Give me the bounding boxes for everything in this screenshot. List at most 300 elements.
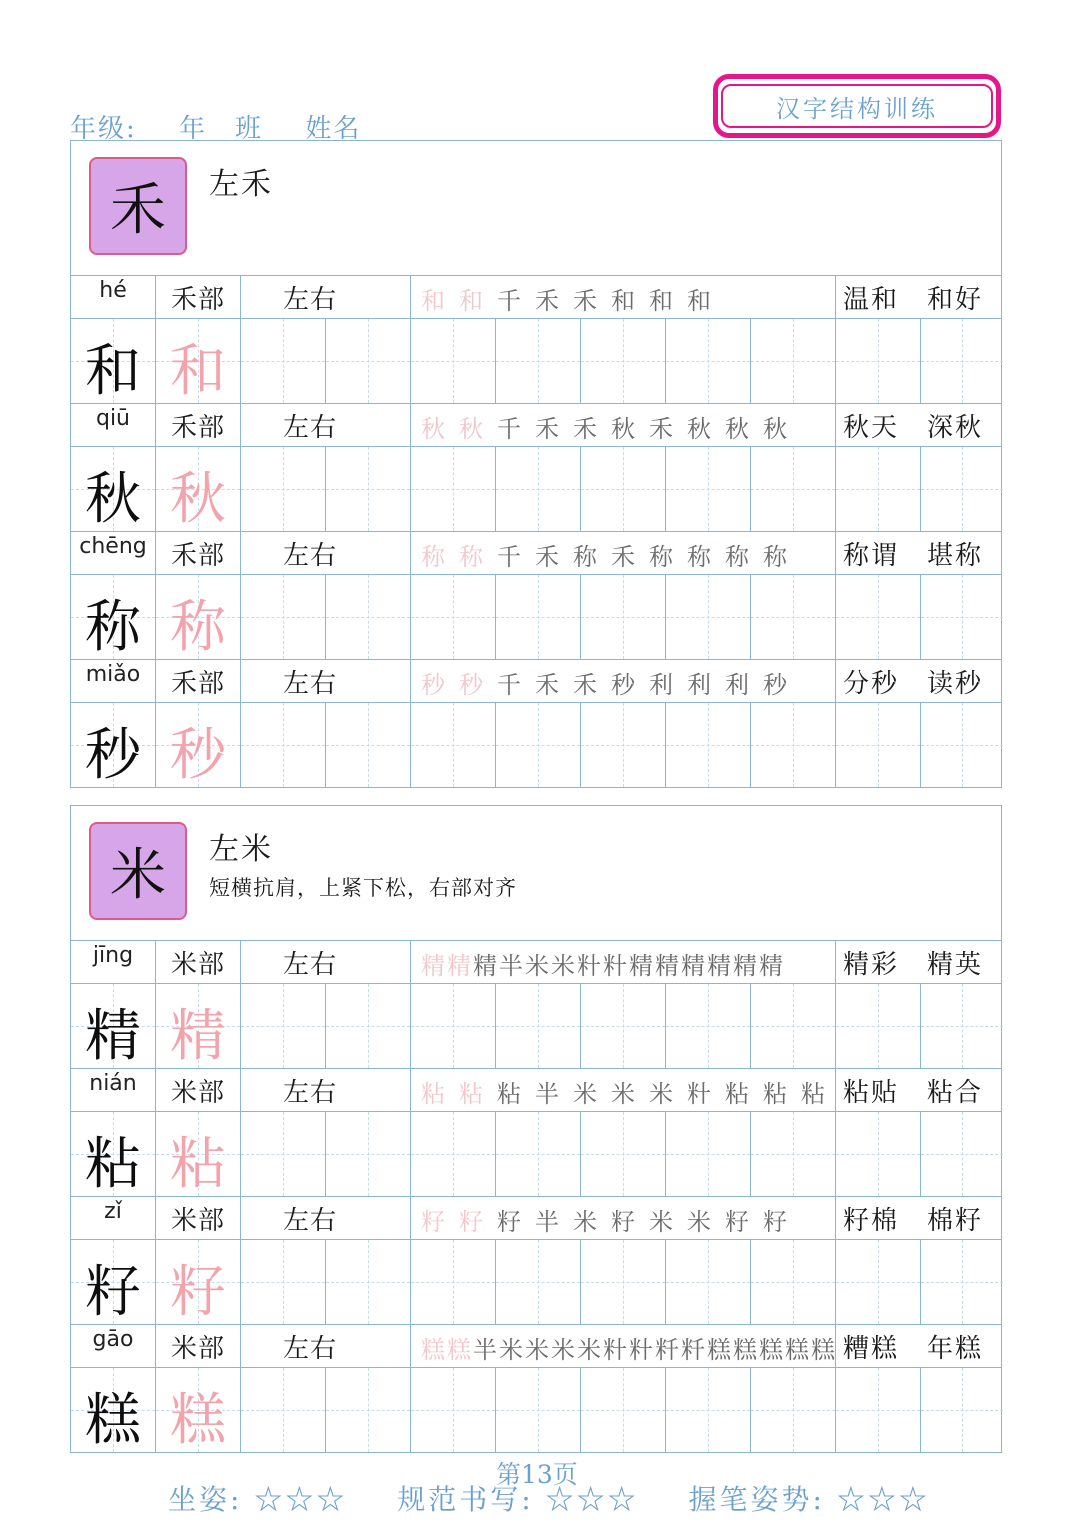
stroke-order-sequence: [421, 1202, 831, 1237]
practice-cell[interactable]: [666, 1240, 751, 1324]
example-words: 糟糕 年糕: [843, 1334, 984, 1364]
guide-line: [793, 575, 794, 659]
stroke-step: 半: [535, 1080, 559, 1108]
practice-grid-row: [71, 447, 1001, 532]
guide-line: [368, 447, 369, 531]
model-character: 秒: [85, 723, 141, 788]
guide-line: [793, 1240, 794, 1324]
posture-rating[interactable]: [168, 1483, 347, 1516]
guide-line: [453, 984, 454, 1068]
pinyin: zǐ: [104, 1199, 122, 1224]
guide-line: [368, 1112, 369, 1196]
practice-cell[interactable]: [666, 1112, 751, 1196]
stroke-step: 籵: [603, 1336, 627, 1364]
char-info-row: [71, 532, 1001, 575]
guide-line: [453, 703, 454, 787]
class-label[interactable]: 年 班: [179, 114, 264, 144]
trace-character[interactable]: 粘: [170, 1132, 226, 1197]
practice-cell[interactable]: [581, 1240, 666, 1324]
guide-line: [368, 703, 369, 787]
practice-cell[interactable]: [666, 703, 751, 787]
section-title: 左禾: [209, 167, 273, 202]
radical-char: 米: [89, 822, 187, 920]
stroke-step: 粘: [763, 1080, 787, 1108]
radical-label: 禾部: [171, 541, 226, 571]
stroke-step: 称: [649, 543, 673, 571]
guide-line: [538, 575, 539, 659]
guide-line: [962, 1112, 963, 1196]
practice-cell[interactable]: [836, 1240, 921, 1324]
guide-line: [623, 984, 624, 1068]
writing-rating[interactable]: [397, 1483, 638, 1516]
guide-line: [538, 319, 539, 403]
practice-cell[interactable]: [666, 575, 751, 659]
stroke-step: 米: [611, 1080, 635, 1108]
stroke-step: 千: [497, 543, 521, 571]
stroke-step: 称: [725, 543, 749, 571]
pinyin: qiū: [95, 406, 131, 431]
guide-line: [538, 1240, 539, 1324]
stroke-step: 利: [649, 671, 673, 699]
stroke-step: 米: [573, 1208, 597, 1236]
model-character: 秋: [85, 467, 141, 532]
trace-character[interactable]: 糕: [170, 1388, 226, 1453]
practice-grid-row: [71, 1112, 1001, 1197]
guide-line: [283, 984, 284, 1068]
guide-line: [878, 703, 879, 787]
guide-line: [453, 1368, 454, 1452]
practice-cell[interactable]: [836, 319, 921, 403]
stroke-step: 米: [687, 1208, 711, 1236]
trace-character[interactable]: 籽: [170, 1260, 226, 1325]
practice-cell[interactable]: [666, 319, 751, 403]
stroke-step: 籽: [725, 1208, 749, 1236]
guide-line: [708, 1368, 709, 1452]
practice-cell[interactable]: [751, 319, 836, 403]
guide-line: [878, 447, 879, 531]
posture-label: 坐姿:: [168, 1483, 243, 1516]
structure-label: 左右: [283, 285, 338, 315]
guide-line: [368, 1240, 369, 1324]
practice-cell[interactable]: [921, 1112, 1003, 1196]
guide-line: [283, 319, 284, 403]
practice-cell[interactable]: [326, 1368, 411, 1452]
posture-stars[interactable]: ☆☆☆: [254, 1483, 348, 1516]
char-info-row: [71, 404, 1001, 447]
practice-cell[interactable]: [411, 703, 496, 787]
example-words: 粘贴 粘合: [843, 1078, 984, 1108]
stroke-order-sequence: [421, 665, 831, 700]
stroke-step: 秒: [421, 671, 445, 699]
practice-cell[interactable]: [496, 703, 581, 787]
badge-title: 汉字结构训练: [721, 84, 993, 128]
stroke-step: 糕: [785, 1336, 809, 1364]
stroke-step: 米: [649, 1208, 673, 1236]
stroke-order-sequence: [421, 1074, 831, 1109]
practice-cell[interactable]: [836, 447, 921, 531]
practice-cell[interactable]: [921, 447, 1003, 531]
guide-line: [623, 703, 624, 787]
stroke-step: 和: [687, 287, 711, 315]
guide-line: [368, 984, 369, 1068]
stroke-step: 精: [629, 952, 653, 980]
stroke-step: 半: [473, 1336, 497, 1364]
stroke-step: 粘: [497, 1080, 521, 1108]
example-words: 分秒 读秒: [843, 669, 984, 699]
stroke-step: 禾: [535, 543, 559, 571]
stroke-step: 粁: [681, 1336, 705, 1364]
practice-cell[interactable]: [411, 1240, 496, 1324]
example-words: 精彩 精英: [843, 950, 984, 980]
guide-line: [878, 1112, 879, 1196]
practice-cell[interactable]: [666, 447, 751, 531]
practice-cell[interactable]: [751, 1112, 836, 1196]
guide-line: [623, 319, 624, 403]
radical-label: 米部: [171, 950, 226, 980]
guide-line: [453, 575, 454, 659]
practice-cell[interactable]: [496, 319, 581, 403]
stroke-step: 粘: [801, 1080, 825, 1108]
practice-cell[interactable]: [241, 1112, 326, 1196]
guide-line: [623, 447, 624, 531]
guide-line: [793, 319, 794, 403]
stroke-order-sequence: [421, 946, 831, 981]
practice-cell[interactable]: [836, 984, 921, 1068]
stroke-step: 禾: [535, 287, 559, 315]
practice-cell[interactable]: [411, 984, 496, 1068]
stroke-step: 米: [525, 1336, 549, 1364]
radical-char: 禾: [89, 157, 187, 255]
stroke-order-sequence: [421, 1330, 835, 1365]
stroke-step: 籵: [577, 952, 601, 980]
model-character: 糕: [85, 1388, 141, 1453]
stroke-step: 称: [763, 543, 787, 571]
practice-cell[interactable]: [751, 984, 836, 1068]
guide-line: [368, 319, 369, 403]
practice-cell[interactable]: [836, 1112, 921, 1196]
practice-cell[interactable]: [581, 319, 666, 403]
char-info-row: [71, 1197, 1001, 1240]
practice-cell[interactable]: [581, 984, 666, 1068]
stroke-step: 利: [687, 671, 711, 699]
practice-cell[interactable]: [241, 447, 326, 531]
practice-cell[interactable]: [326, 1240, 411, 1324]
stroke-order-sequence: [421, 537, 831, 572]
stroke-step: 米: [525, 952, 549, 980]
stroke-step: 称: [687, 543, 711, 571]
practice-cell[interactable]: [241, 1240, 326, 1324]
practice-grid-row: [71, 984, 1001, 1069]
practice-cell[interactable]: [241, 575, 326, 659]
radical-label: 禾部: [171, 413, 226, 443]
stroke-step: 秒: [459, 671, 483, 699]
stroke-step: 米: [499, 1336, 523, 1364]
radical-label: 禾部: [171, 285, 226, 315]
stroke-step: 秒: [611, 671, 635, 699]
practice-cell[interactable]: [241, 1368, 326, 1452]
practice-cell[interactable]: [581, 703, 666, 787]
guide-line: [878, 1368, 879, 1452]
radical-label: 米部: [171, 1334, 226, 1364]
trace-character[interactable]: 秋: [170, 467, 226, 532]
grip-label: 握笔姿势:: [688, 1483, 825, 1516]
stroke-step: 糕: [707, 1336, 731, 1364]
stroke-step: 禾: [535, 415, 559, 443]
practice-cell[interactable]: [581, 575, 666, 659]
guide-line: [538, 1368, 539, 1452]
practice-cell[interactable]: [581, 447, 666, 531]
guide-line: [623, 1112, 624, 1196]
stroke-step: 糕: [447, 1336, 471, 1364]
practice-cell[interactable]: [666, 984, 751, 1068]
grade-label[interactable]: 年级:: [70, 114, 137, 144]
practice-cell[interactable]: [751, 447, 836, 531]
practice-cell[interactable]: [496, 984, 581, 1068]
practice-cell[interactable]: [496, 1368, 581, 1452]
stroke-step: 千: [497, 415, 521, 443]
practice-cell[interactable]: [581, 1112, 666, 1196]
structure-label: 左右: [283, 413, 338, 443]
guide-line: [962, 575, 963, 659]
practice-cell[interactable]: [326, 984, 411, 1068]
stroke-order-sequence: [421, 409, 831, 444]
practice-cell[interactable]: [836, 1368, 921, 1452]
guide-line: [623, 575, 624, 659]
stroke-step: 精: [447, 952, 471, 980]
practice-grid-row: [71, 319, 1001, 404]
practice-cell[interactable]: [326, 319, 411, 403]
stroke-step: 称: [573, 543, 597, 571]
guide-line: [962, 319, 963, 403]
guide-line: [538, 447, 539, 531]
practice-cell[interactable]: [411, 1112, 496, 1196]
practice-cell[interactable]: [751, 575, 836, 659]
pinyin: jīng: [92, 943, 134, 968]
practice-cell[interactable]: [836, 575, 921, 659]
stroke-step: 精: [681, 952, 705, 980]
stroke-step: 米: [573, 1080, 597, 1108]
char-info-row: [71, 941, 1001, 984]
practice-cell[interactable]: [751, 1240, 836, 1324]
pinyin: gāo: [92, 1327, 134, 1352]
model-character: 粘: [85, 1132, 141, 1197]
guide-line: [368, 575, 369, 659]
section-header: [71, 141, 1001, 276]
practice-cell[interactable]: [326, 1112, 411, 1196]
guide-line: [708, 1240, 709, 1324]
stroke-step: 米: [649, 1080, 673, 1108]
guide-line: [453, 447, 454, 531]
stroke-step: 籽: [459, 1208, 483, 1236]
practice-cell[interactable]: [836, 703, 921, 787]
practice-cell[interactable]: [496, 1112, 581, 1196]
page-number: 第13页: [496, 1460, 578, 1489]
guide-line: [878, 319, 879, 403]
guide-line: [962, 1368, 963, 1452]
stroke-step: 籵: [687, 1080, 711, 1108]
stroke-step: 秋: [687, 415, 711, 443]
stroke-step: 粘: [421, 1080, 445, 1108]
practice-cell[interactable]: [921, 984, 1003, 1068]
model-character: 称: [85, 595, 141, 660]
pinyin: miǎo: [85, 662, 141, 687]
practice-cell[interactable]: [921, 703, 1003, 787]
trace-character[interactable]: 和: [170, 339, 226, 404]
guide-line: [283, 575, 284, 659]
trace-character[interactable]: 秒: [170, 723, 226, 788]
section-2: [70, 805, 1002, 1453]
guide-line: [538, 703, 539, 787]
stroke-step: 精: [655, 952, 679, 980]
stroke-step: 米: [551, 952, 575, 980]
guide-line: [623, 1240, 624, 1324]
stroke-step: 糕: [759, 1336, 783, 1364]
stroke-step: 禾: [573, 415, 597, 443]
practice-cell[interactable]: [581, 1368, 666, 1452]
guide-line: [878, 984, 879, 1068]
structure-label: 左右: [283, 669, 338, 699]
practice-cell[interactable]: [241, 984, 326, 1068]
guide-line: [283, 1112, 284, 1196]
guide-line: [708, 984, 709, 1068]
char-info-row: [71, 1069, 1001, 1112]
char-info-row: [71, 1325, 1001, 1368]
stroke-step: 糕: [421, 1336, 445, 1364]
stroke-step: 禾: [573, 287, 597, 315]
stroke-step: 籽: [421, 1208, 445, 1236]
guide-line: [962, 703, 963, 787]
guide-line: [962, 984, 963, 1068]
stroke-step: 籽: [611, 1208, 635, 1236]
practice-cell[interactable]: [921, 1368, 1003, 1452]
structure-label: 左右: [283, 1206, 338, 1236]
stroke-step: 禾: [535, 671, 559, 699]
practice-cell[interactable]: [921, 319, 1003, 403]
model-character: 和: [85, 339, 141, 404]
section-description: 短横抗肩，上紧下松，右部对齐: [209, 876, 517, 900]
pinyin: chēng: [79, 534, 147, 559]
section-header: [71, 806, 1001, 941]
practice-cell[interactable]: [411, 319, 496, 403]
radical-label: 米部: [171, 1078, 226, 1108]
stroke-step: 秒: [763, 671, 787, 699]
stroke-step: 糕: [733, 1336, 757, 1364]
example-words: 温和 和好: [843, 285, 984, 315]
stroke-step: 秋: [725, 415, 749, 443]
stroke-step: 半: [499, 952, 523, 980]
guide-line: [708, 319, 709, 403]
pinyin: hé: [99, 278, 127, 303]
guide-line: [793, 984, 794, 1068]
practice-grid-row: [71, 703, 1001, 787]
guide-line: [453, 1240, 454, 1324]
practice-grid-row: [71, 1368, 1001, 1452]
model-character: 籽: [85, 1260, 141, 1325]
practice-cell[interactable]: [326, 703, 411, 787]
writing-stars[interactable]: ☆☆☆: [545, 1483, 639, 1516]
stroke-step: 米: [577, 1336, 601, 1364]
guide-line: [283, 1368, 284, 1452]
stroke-step: 精: [759, 952, 783, 980]
stroke-step: 半: [535, 1208, 559, 1236]
guide-line: [793, 703, 794, 787]
stroke-step: 秋: [763, 415, 787, 443]
stroke-step: 粁: [655, 1336, 679, 1364]
trace-character[interactable]: 精: [170, 1004, 226, 1069]
practice-cell[interactable]: [921, 1240, 1003, 1324]
stroke-step: 籵: [603, 952, 627, 980]
practice-cell[interactable]: [751, 703, 836, 787]
guide-line: [623, 1368, 624, 1452]
stroke-step: 粘: [459, 1080, 483, 1108]
practice-cell[interactable]: [241, 703, 326, 787]
practice-cell[interactable]: [496, 447, 581, 531]
stroke-order-sequence: [421, 281, 831, 316]
stroke-step: 粘: [725, 1080, 749, 1108]
section-1: [70, 140, 1002, 788]
guide-line: [453, 319, 454, 403]
stroke-step: 糕: [811, 1336, 835, 1364]
guide-line: [368, 1368, 369, 1452]
grip-stars[interactable]: ☆☆☆: [836, 1483, 930, 1516]
practice-cell[interactable]: [411, 1368, 496, 1452]
stroke-step: 秋: [421, 415, 445, 443]
practice-grid-row: [71, 575, 1001, 660]
title-badge: [713, 74, 1001, 138]
structure-label: 左右: [283, 1078, 338, 1108]
stroke-step: 和: [649, 287, 673, 315]
pinyin: nián: [89, 1071, 137, 1096]
stroke-step: 米: [551, 1336, 575, 1364]
practice-cell[interactable]: [241, 319, 326, 403]
guide-line: [283, 703, 284, 787]
example-words: 秋天 深秋: [843, 413, 984, 443]
guide-line: [708, 1112, 709, 1196]
char-info-row: [71, 276, 1001, 319]
stroke-step: 禾: [649, 415, 673, 443]
practice-cell[interactable]: [496, 575, 581, 659]
practice-cell[interactable]: [751, 1368, 836, 1452]
practice-cell[interactable]: [326, 575, 411, 659]
guide-line: [878, 575, 879, 659]
guide-line: [793, 1112, 794, 1196]
practice-cell[interactable]: [411, 447, 496, 531]
stroke-step: 精: [707, 952, 731, 980]
guide-line: [283, 1240, 284, 1324]
name-label[interactable]: 姓名: [305, 114, 362, 144]
guide-line: [283, 447, 284, 531]
stroke-step: 籽: [763, 1208, 787, 1236]
structure-label: 左右: [283, 950, 338, 980]
practice-cell[interactable]: [496, 1240, 581, 1324]
example-words: 籽棉 棉籽: [843, 1206, 984, 1236]
trace-character[interactable]: 称: [170, 595, 226, 660]
model-character: 精: [85, 1004, 141, 1069]
radical-label: 米部: [171, 1206, 226, 1236]
section-title: 左米: [209, 832, 273, 867]
practice-cell[interactable]: [411, 575, 496, 659]
stroke-step: 精: [473, 952, 497, 980]
practice-cell[interactable]: [326, 447, 411, 531]
practice-cell[interactable]: [921, 575, 1003, 659]
practice-cell[interactable]: [666, 1368, 751, 1452]
guide-line: [453, 1112, 454, 1196]
guide-line: [878, 1240, 879, 1324]
stroke-step: 籵: [629, 1336, 653, 1364]
grip-rating[interactable]: [689, 1483, 930, 1516]
stroke-step: 精: [733, 952, 757, 980]
radical-label: 禾部: [171, 669, 226, 699]
